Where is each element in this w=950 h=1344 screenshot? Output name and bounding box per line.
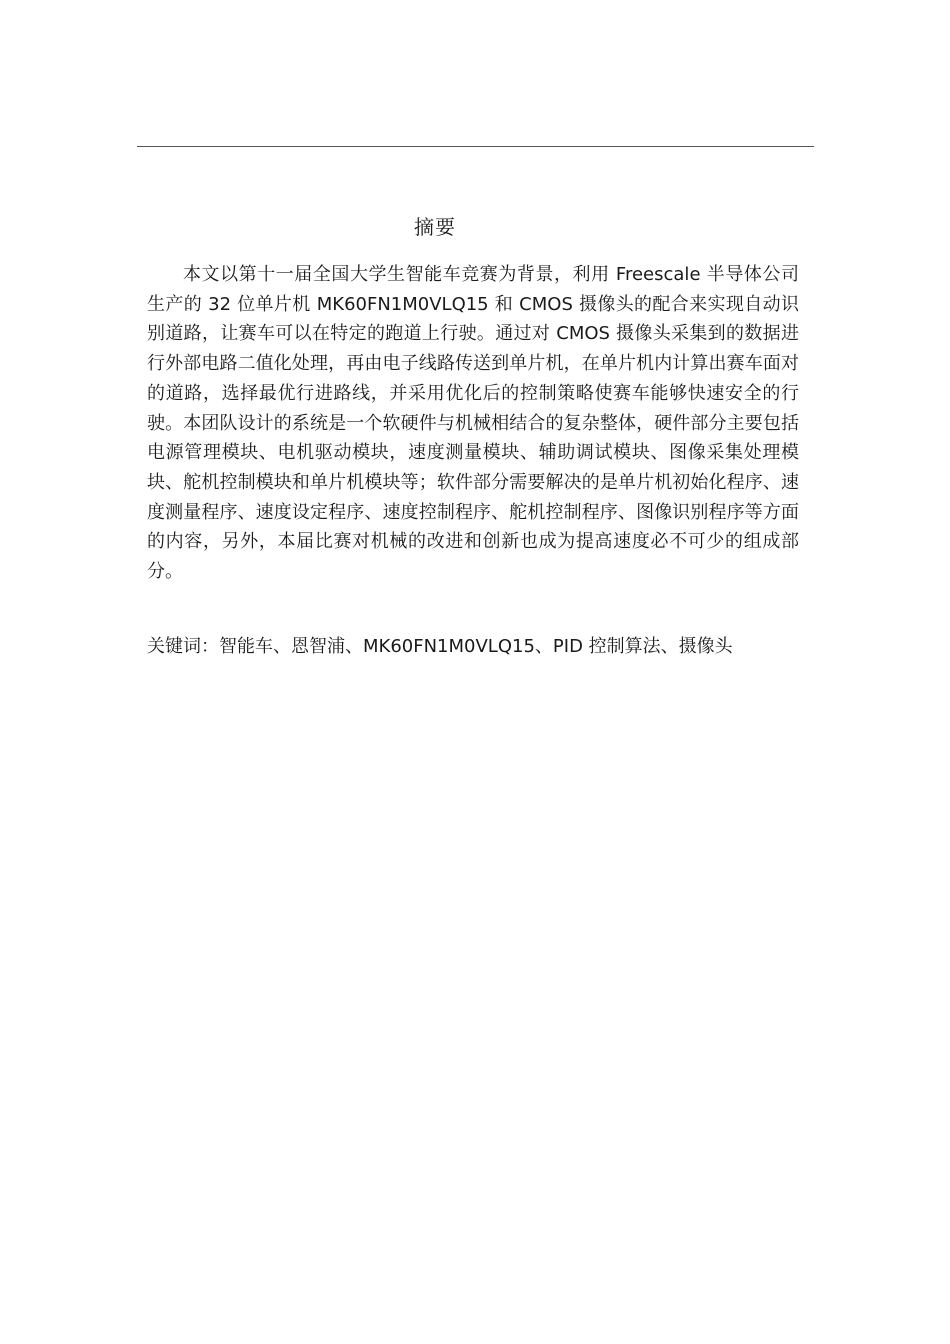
abstract-title: 摘要 <box>414 215 456 239</box>
header-divider <box>137 146 814 147</box>
keywords-line: 关键词：智能车、恩智浦、MK60FN1M0VLQ15、PID 控制算法、摄像头 <box>147 636 733 657</box>
abstract-body: 本文以第十一届全国大学生智能车竞赛为背景，利用 Freescale 半导体公司生产的 32 位单片机 MK60FN1M0VLQ15 和 CMOS 摄像头的配合来实现自动识别道路，让赛车可以在特定的跑道上行驶。通过对 CMOS 摄像头采集到的数据进行外部电路二值化处理，再由电子线路传送到单片机，在单片机内计算出赛车面对的道路，选择最优行进路线，并采用优化后的控制策略使赛车能够快速安全的行驶。本团队设计的系统是一个软硬件与机械相结合的复杂整体，硬件部分主要包括电源管理模块、电机驱动模块，速度测量模块、辅助调试模块、图像采集处理模块、舵机控制模块和单片机模块等；软件部分需要解决的是单片机初始化程序、速度测量程序、速度设定程序、速度控制程序、舵机控制程序、图像识别程序等方面的内容，另外，本届比赛对机械的改进和创新也成为提高速度必不可少的组成部分。 <box>147 264 799 583</box>
